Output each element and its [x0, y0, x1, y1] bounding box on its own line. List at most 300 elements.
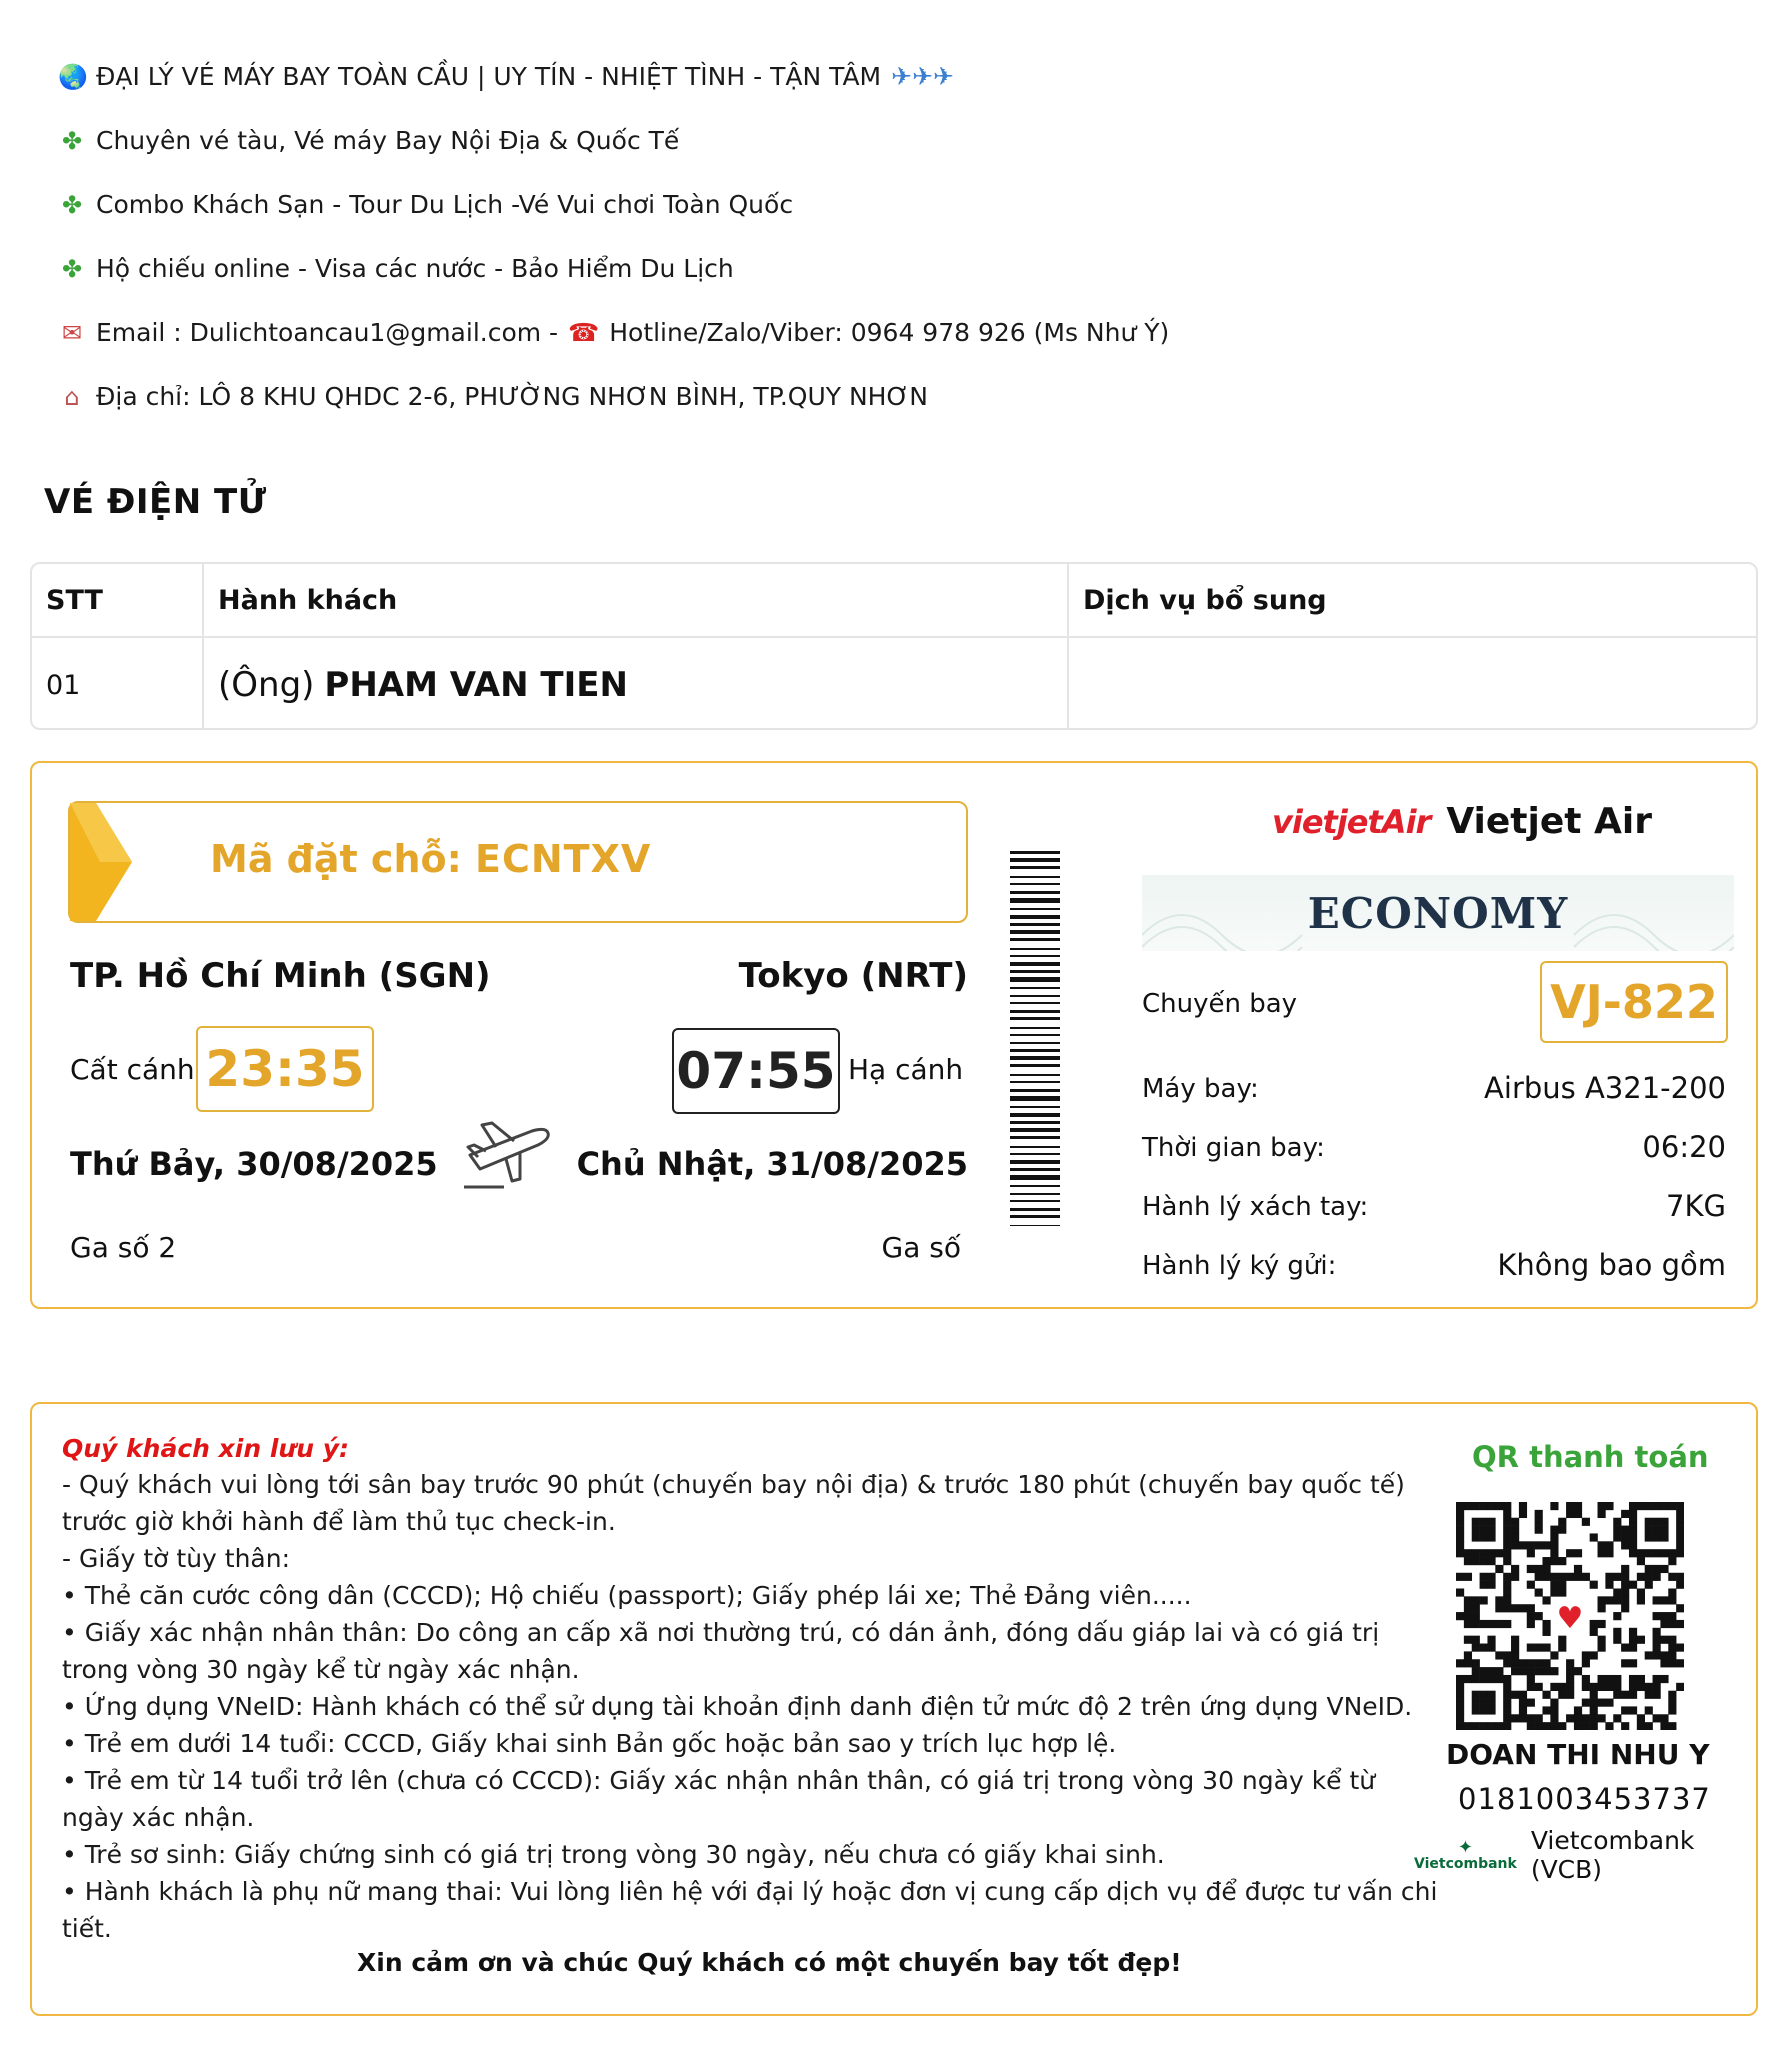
qr-module: [1464, 1651, 1472, 1659]
qr-module: [1480, 1573, 1488, 1581]
qr-module: [1456, 1533, 1464, 1541]
qr-module: [1629, 1636, 1637, 1644]
notes-box: [30, 1402, 1758, 2016]
duration-label: Thời gian bay:: [1142, 1133, 1325, 1163]
barcode-bar: [1010, 1034, 1060, 1036]
checked-baggage-label: Hành lý ký gửi:: [1142, 1251, 1337, 1281]
barcode-bar: [1010, 948, 1060, 950]
header-address: Địa chỉ: LÔ 8 KHU QHDC 2-6, PHƯỜNG NHƠN BÌNH, TP.QUY NHƠN: [96, 382, 928, 411]
note-line: • Thẻ căn cước công dân (CCCD); Hộ chiếu (passport); Giấy phép lái xe; Thẻ Đảng viên.....: [62, 1581, 1192, 1610]
barcode-bar: [1010, 923, 1060, 926]
qr-module: [1605, 1573, 1613, 1581]
qr-module: [1480, 1691, 1488, 1699]
qr-module: [1605, 1502, 1613, 1510]
qr-module: [1480, 1675, 1488, 1683]
qr-module: [1511, 1533, 1519, 1541]
qr-module: [1495, 1651, 1503, 1659]
qr-module: [1676, 1533, 1684, 1541]
carry-on-value: 7KG: [1666, 1189, 1726, 1223]
qr-module: [1527, 1722, 1535, 1730]
qr-module: [1527, 1644, 1535, 1652]
qr-module: [1511, 1565, 1519, 1573]
qr-module: [1550, 1683, 1558, 1691]
qr-module: [1566, 1510, 1574, 1518]
qr-module: [1558, 1636, 1566, 1644]
qr-module: [1527, 1714, 1535, 1722]
qr-module: [1456, 1541, 1464, 1549]
qr-module: [1472, 1667, 1480, 1675]
plane-icon: ✈✈✈: [891, 62, 954, 91]
qr-module: [1676, 1526, 1684, 1534]
qr-module: [1472, 1557, 1480, 1565]
passenger-services: [1069, 638, 1756, 730]
header-agency-name: ĐẠI LÝ VÉ MÁY BAY TOÀN CẦU | UY TÍN - NHIỆT TÌNH - TẬN TÂM: [96, 62, 882, 91]
qr-module: [1527, 1699, 1535, 1707]
qr-module: [1503, 1581, 1511, 1589]
barcode-bar: [1010, 1193, 1060, 1195]
arrival-time: 07:55: [672, 1028, 840, 1114]
qr-module: [1487, 1526, 1495, 1534]
qr-module: [1566, 1683, 1574, 1691]
qr-module: [1456, 1675, 1464, 1683]
qr-module: [1605, 1541, 1613, 1549]
duration-value: 06:20: [1642, 1130, 1726, 1164]
qr-module: [1668, 1722, 1676, 1730]
barcode-bar: [1010, 1042, 1060, 1044]
qr-module: [1550, 1526, 1558, 1534]
qr-module: [1550, 1588, 1558, 1596]
qr-module: [1598, 1714, 1606, 1722]
qr-module: [1456, 1722, 1464, 1730]
qr-module: [1598, 1644, 1606, 1652]
qr-module: [1542, 1659, 1550, 1667]
qr-module: [1503, 1706, 1511, 1714]
qr-module: [1472, 1549, 1480, 1557]
qr-module: [1613, 1518, 1621, 1526]
qr-module: [1613, 1596, 1621, 1604]
qr-module: [1637, 1683, 1645, 1691]
qr-module: [1550, 1533, 1558, 1541]
flight-label: Chuyến bay: [1142, 989, 1298, 1019]
qr-module: [1613, 1573, 1621, 1581]
qr-module: [1653, 1502, 1661, 1510]
qr-module: [1480, 1549, 1488, 1557]
thank-you-message: Xin cảm ơn và chúc Quý khách có một chuyến bay tốt đẹp!: [357, 1948, 1182, 1977]
qr-module: [1464, 1722, 1472, 1730]
qr-module: [1566, 1691, 1574, 1699]
barcode-bar: [1010, 1089, 1060, 1092]
note-line: • Ứng dụng VNeID: Hành khách có thể sử dụng tài khoản định danh điện tử mức độ 2 trên ứng dụng VNeID.: [62, 1692, 1413, 1721]
qr-module: [1511, 1604, 1519, 1612]
booking-code-label: Mã đặt chỗ:: [210, 837, 462, 881]
qr-module: [1472, 1722, 1480, 1730]
qr-module: [1464, 1557, 1472, 1565]
qr-module: [1456, 1502, 1464, 1510]
qr-module: [1660, 1659, 1668, 1667]
qr-module: [1660, 1565, 1668, 1573]
qr-module: [1511, 1691, 1519, 1699]
qr-module: [1456, 1612, 1464, 1620]
qr-module: [1527, 1565, 1535, 1573]
departure-time: 23:35: [196, 1026, 374, 1112]
qr-module: [1558, 1588, 1566, 1596]
barcode-bar: [1010, 1153, 1060, 1155]
qr-module: [1542, 1565, 1550, 1573]
qr-module: [1550, 1651, 1558, 1659]
qr-module: [1550, 1549, 1558, 1557]
qr-module: [1456, 1699, 1464, 1707]
qr-module: [1645, 1549, 1653, 1557]
qr-module: [1464, 1620, 1472, 1628]
departure-label: Cất cánh: [70, 1053, 195, 1086]
qr-module: [1645, 1683, 1653, 1691]
arrival-date: Chủ Nhật, 31/08/2025: [576, 1145, 968, 1183]
barcode-bar: [1010, 987, 1060, 989]
airline-name: Vietjet Air: [1446, 801, 1652, 842]
barcode-bar: [1010, 866, 1060, 869]
qr-module: [1480, 1620, 1488, 1628]
qr-module: [1590, 1683, 1598, 1691]
qr-module: [1550, 1722, 1558, 1730]
barcode-bar: [1010, 1074, 1060, 1076]
qr-module: [1558, 1691, 1566, 1699]
qr-module: [1605, 1683, 1613, 1691]
barcode-bar: [1010, 891, 1060, 894]
heart-icon: ♥: [1556, 1601, 1584, 1636]
qr-module: [1653, 1518, 1661, 1526]
qr-module: [1653, 1549, 1661, 1557]
qr-module: [1668, 1706, 1676, 1714]
qr-module: [1542, 1706, 1550, 1714]
qr-module: [1472, 1596, 1480, 1604]
note-line: trong vòng 30 ngày kể từ ngày xác nhận.: [62, 1655, 580, 1684]
qr-module: [1637, 1722, 1645, 1730]
barcode-bar: [1010, 1128, 1060, 1132]
qr-module: [1480, 1644, 1488, 1652]
qr-module: [1558, 1683, 1566, 1691]
qr-module: [1487, 1549, 1495, 1557]
passenger-stt: 01: [32, 638, 204, 730]
qr-module: [1590, 1533, 1598, 1541]
qr-module: [1668, 1699, 1676, 1707]
qr-module: [1582, 1675, 1590, 1683]
qr-module: [1637, 1596, 1645, 1604]
qr-module: [1535, 1541, 1543, 1549]
qr-module: [1668, 1691, 1676, 1699]
qr-module: [1676, 1541, 1684, 1549]
qr-module: [1645, 1722, 1653, 1730]
qr-module: [1645, 1706, 1653, 1714]
qr-module: [1605, 1596, 1613, 1604]
qr-module: [1574, 1565, 1582, 1573]
qr-module: [1566, 1549, 1574, 1557]
qr-module: [1645, 1533, 1653, 1541]
note-line: • Giấy xác nhận nhân thân: Do công an cấp xã nơi thường trú, có dán ảnh, đóng dấu giáp lai và có giá trị: [62, 1618, 1380, 1647]
barcode-bar: [1010, 1160, 1060, 1164]
qr-module: [1480, 1533, 1488, 1541]
qr-module: [1527, 1667, 1535, 1675]
qr-module: [1645, 1651, 1653, 1659]
qr-module: [1660, 1612, 1668, 1620]
qr-module: [1456, 1588, 1464, 1596]
qr-module: [1487, 1722, 1495, 1730]
qr-module: [1582, 1722, 1590, 1730]
barcode-bar: [1010, 898, 1060, 903]
qr-module: [1480, 1581, 1488, 1589]
qr-module: [1511, 1541, 1519, 1549]
qr-module: [1660, 1675, 1668, 1683]
qr-module: [1480, 1526, 1488, 1534]
qr-module: [1542, 1691, 1550, 1699]
qr-module: [1472, 1691, 1480, 1699]
qr-module: [1598, 1596, 1606, 1604]
globe-icon: 🌏: [58, 62, 88, 91]
mail-icon: ✉: [61, 318, 83, 347]
bank-info: [1414, 1826, 1756, 1884]
qr-module: [1503, 1604, 1511, 1612]
qr-module: [1472, 1612, 1480, 1620]
qr-module: [1472, 1502, 1480, 1510]
qr-module: [1676, 1604, 1684, 1612]
qr-module: [1629, 1549, 1637, 1557]
qr-module: [1527, 1581, 1535, 1589]
qr-module: [1660, 1549, 1668, 1557]
barcode-bar: [1010, 908, 1060, 910]
qr-module: [1582, 1683, 1590, 1691]
barcode-bar: [1010, 977, 1060, 982]
qr-module: [1621, 1659, 1629, 1667]
qr-module: [1542, 1557, 1550, 1565]
qr-module: [1590, 1628, 1598, 1636]
qr-module: [1527, 1683, 1535, 1691]
qr-module: [1456, 1526, 1464, 1534]
qr-module: [1629, 1526, 1637, 1534]
qr-module: [1464, 1596, 1472, 1604]
qr-module: [1511, 1714, 1519, 1722]
phone-icon: ☎: [568, 318, 600, 347]
qr-module: [1456, 1691, 1464, 1699]
qr-module: [1527, 1612, 1535, 1620]
qr-module: [1464, 1502, 1472, 1510]
qr-module: [1472, 1533, 1480, 1541]
barcode-bar: [1010, 995, 1060, 997]
qr-module: [1487, 1699, 1495, 1707]
qr-module: [1660, 1518, 1668, 1526]
qr-module: [1574, 1722, 1582, 1730]
qr-module: [1653, 1675, 1661, 1683]
qr-module: [1487, 1573, 1495, 1581]
qr-module: [1637, 1502, 1645, 1510]
qr-module: [1668, 1502, 1676, 1510]
qr-module: [1503, 1596, 1511, 1604]
vietcombank-star-icon: ✦: [1457, 1837, 1473, 1858]
qr-module: [1527, 1620, 1535, 1628]
qr-module: [1629, 1675, 1637, 1683]
header-email[interactable]: Email : Dulichtoancau1@gmail.com -: [96, 318, 559, 347]
qr-module: [1653, 1628, 1661, 1636]
qr-module: [1598, 1549, 1606, 1557]
note-line: • Trẻ em dưới 14 tuổi: CCCD, Giấy khai sinh Bản gốc hoặc bản sao y trích lục hợp lệ.: [62, 1729, 1117, 1758]
header-hotline[interactable]: Hotline/Zalo/Viber: 0964 978 926 (Ms Như Ý): [609, 318, 1170, 347]
note-line: - Giấy tờ tùy thân:: [62, 1544, 291, 1573]
barcode-bar: [1010, 1002, 1060, 1004]
qr-module: [1503, 1620, 1511, 1628]
barcode-bar: [1010, 1064, 1060, 1067]
barcode-bar: [1010, 1027, 1060, 1029]
aircraft-label: Máy bay:: [1142, 1074, 1259, 1104]
qr-module: [1605, 1581, 1613, 1589]
qr-module: [1566, 1502, 1574, 1510]
barcode-bar: [1010, 876, 1060, 878]
qr-module: [1527, 1549, 1535, 1557]
qr-module: [1550, 1581, 1558, 1589]
qr-module: [1456, 1518, 1464, 1526]
qr-module: [1621, 1510, 1629, 1518]
qr-module: [1487, 1502, 1495, 1510]
qr-module: [1535, 1683, 1543, 1691]
qr-module: [1535, 1722, 1543, 1730]
qr-module: [1653, 1565, 1661, 1573]
qr-module: [1487, 1636, 1495, 1644]
account-name: DOAN THI NHU Y: [1446, 1738, 1710, 1771]
aircraft-value: Airbus A321-200: [1484, 1071, 1726, 1105]
qr-module: [1598, 1510, 1606, 1518]
qr-module: [1668, 1636, 1676, 1644]
qr-module: [1511, 1636, 1519, 1644]
qr-module: [1511, 1659, 1519, 1667]
qr-module: [1464, 1549, 1472, 1557]
column-header-stt: STT: [32, 564, 204, 636]
flight-ticket: [30, 761, 1758, 1309]
barcode-bar: [1010, 955, 1060, 957]
departure-terminal: Ga số 2: [70, 1231, 177, 1264]
barcode-bar: [1010, 1049, 1060, 1052]
qr-module: [1653, 1644, 1661, 1652]
qr-module: [1558, 1557, 1566, 1565]
qr-module: [1605, 1722, 1613, 1730]
qr-module: [1629, 1691, 1637, 1699]
qr-module: [1645, 1502, 1653, 1510]
qr-module: [1472, 1675, 1480, 1683]
qr-module: [1590, 1581, 1598, 1589]
qr-module: [1621, 1533, 1629, 1541]
qr-module: [1668, 1620, 1676, 1628]
qr-module: [1464, 1636, 1472, 1644]
qr-module: [1511, 1526, 1519, 1534]
qr-module: [1621, 1541, 1629, 1549]
qr-module: [1621, 1581, 1629, 1589]
qr-module: [1511, 1573, 1519, 1581]
header-line-6: [58, 382, 928, 411]
notes-heading: Quý khách xin lưu ý:: [62, 1434, 350, 1463]
qr-module: [1456, 1706, 1464, 1714]
qr-module: [1472, 1659, 1480, 1667]
clover-icon: ✤: [61, 254, 83, 283]
clover-icon: ✤: [61, 190, 83, 219]
qr-module: [1621, 1691, 1629, 1699]
qr-module: [1550, 1714, 1558, 1722]
qr-module: [1629, 1518, 1637, 1526]
barcode-bar: [1010, 1168, 1060, 1171]
qr-module: [1566, 1675, 1574, 1683]
qr-module: [1527, 1604, 1535, 1612]
qr-module: [1574, 1714, 1582, 1722]
qr-module: [1637, 1588, 1645, 1596]
qr-module: [1613, 1628, 1621, 1636]
qr-module: [1676, 1659, 1684, 1667]
qr-module: [1519, 1659, 1527, 1667]
barcode-bar: [1010, 1185, 1060, 1187]
airline-header: [1272, 801, 1652, 842]
qr-module: [1598, 1636, 1606, 1644]
qr-module: [1660, 1636, 1668, 1644]
barcode-bar: [1010, 1096, 1060, 1101]
qr-module: [1645, 1526, 1653, 1534]
barcode-bar: [1010, 1121, 1060, 1124]
qr-module: [1629, 1541, 1637, 1549]
qr-module: [1613, 1588, 1621, 1596]
qr-module: [1535, 1659, 1543, 1667]
qr-module: [1558, 1644, 1566, 1652]
qr-module: [1676, 1518, 1684, 1526]
table-header-row: [32, 564, 1756, 638]
qr-module: [1621, 1596, 1629, 1604]
qr-module: [1503, 1722, 1511, 1730]
header-line-5: [58, 318, 1169, 347]
qr-module: [1495, 1667, 1503, 1675]
qr-module: [1582, 1651, 1590, 1659]
qr-module: [1535, 1714, 1543, 1722]
qr-module: [1668, 1644, 1676, 1652]
qr-module: [1598, 1699, 1606, 1707]
qr-module: [1605, 1549, 1613, 1557]
qr-module: [1598, 1541, 1606, 1549]
qr-module: [1613, 1636, 1621, 1644]
qr-module: [1542, 1667, 1550, 1675]
qr-module: [1503, 1691, 1511, 1699]
note-line: • Hành khách là phụ nữ mang thai: Vui lòng liên hệ với đại lý hoặc đơn vị cung cấp dịch vụ để được tư vấn chi: [62, 1877, 1438, 1906]
qr-module: [1668, 1651, 1676, 1659]
vietjet-logo: vietjetAir: [1272, 802, 1431, 841]
qr-module: [1621, 1526, 1629, 1534]
qr-module: [1519, 1699, 1527, 1707]
qr-module: [1472, 1706, 1480, 1714]
qr-module: [1590, 1691, 1598, 1699]
cabin-class-banner: [1142, 875, 1734, 951]
payment-qr-code: [1456, 1502, 1684, 1730]
qr-module: [1676, 1683, 1684, 1691]
qr-module: [1660, 1526, 1668, 1534]
arrival-city: Tokyo (NRT): [738, 956, 968, 996]
qr-module: [1511, 1518, 1519, 1526]
qr-module: [1503, 1651, 1511, 1659]
barcode-bar: [1010, 1136, 1060, 1139]
qr-module: [1519, 1604, 1527, 1612]
qr-module: [1487, 1667, 1495, 1675]
qr-module: [1472, 1518, 1480, 1526]
barcode-bar: [1010, 883, 1060, 885]
qr-module: [1542, 1722, 1550, 1730]
qr-module: [1660, 1722, 1668, 1730]
qr-module: [1527, 1675, 1535, 1683]
qr-module: [1621, 1706, 1629, 1714]
qr-module: [1535, 1667, 1543, 1675]
header-line-3: [58, 190, 793, 219]
header-service-tickets: Chuyên vé tàu, Vé máy Bay Nội Địa & Quốc Tế: [96, 126, 680, 155]
qr-module: [1558, 1581, 1566, 1589]
qr-module: [1598, 1683, 1606, 1691]
qr-module: [1464, 1604, 1472, 1612]
